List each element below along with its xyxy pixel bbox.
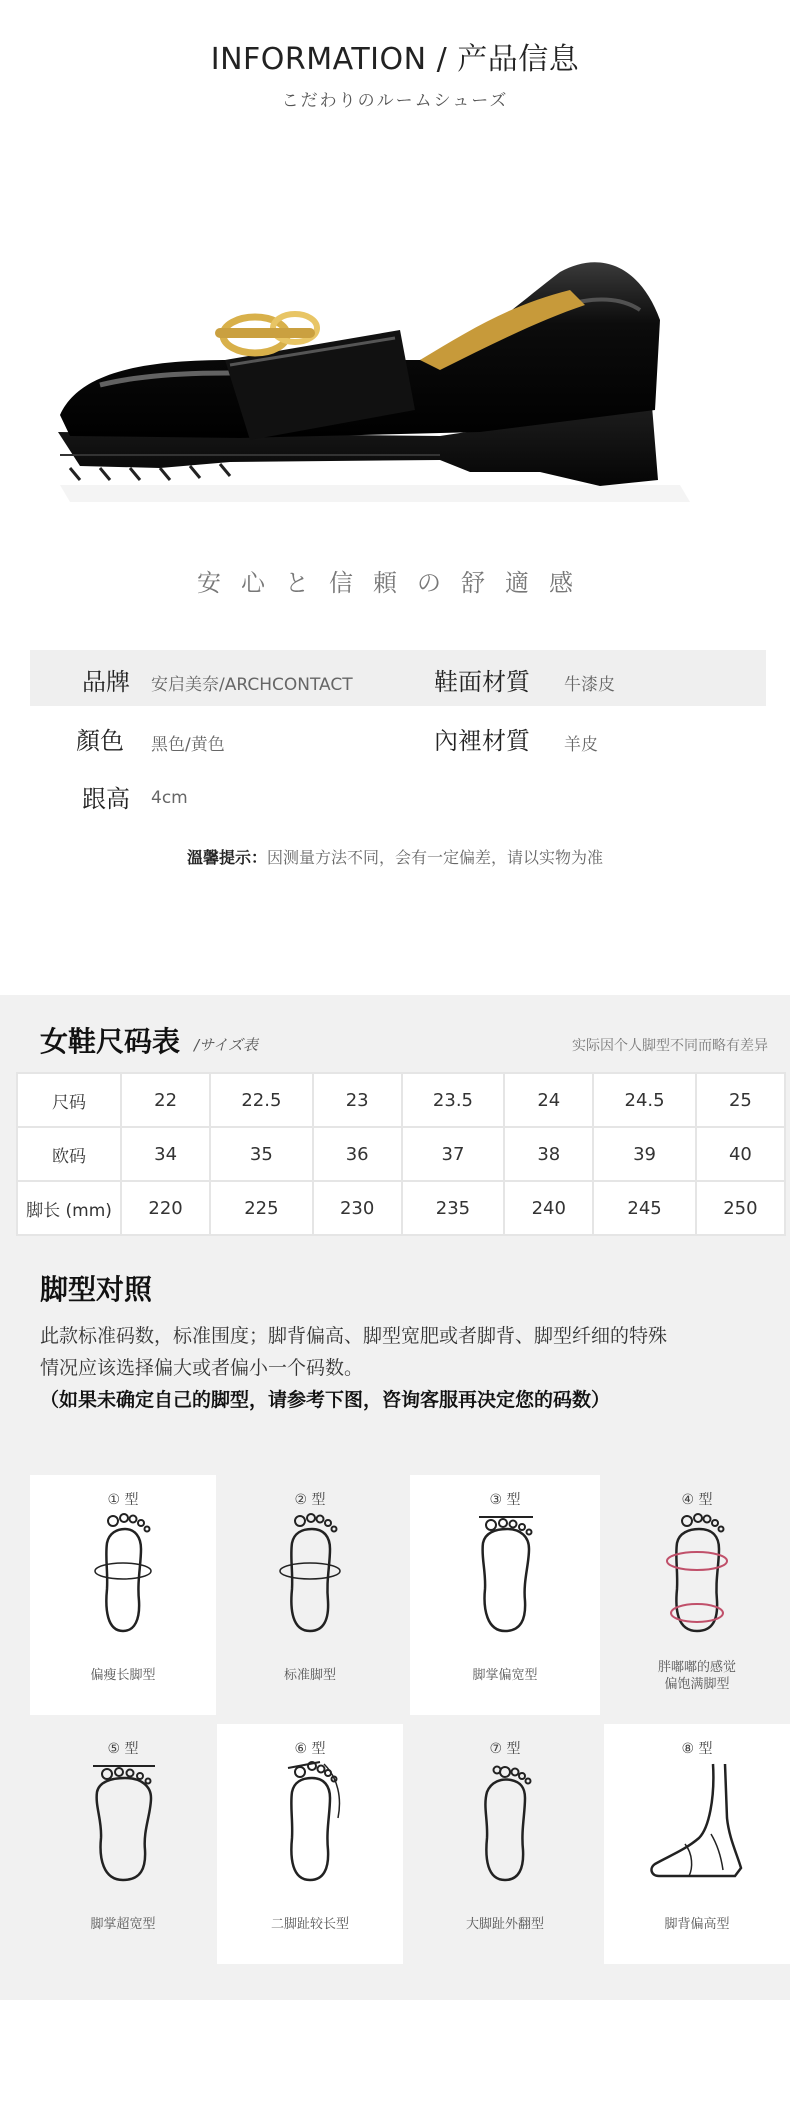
product-shoe-image	[40, 210, 740, 510]
foot-type-card	[217, 1724, 403, 1964]
foot-type-caption: 脚背偏高型	[664, 1917, 730, 1932]
table-cell: 225	[210, 1181, 312, 1235]
foot-type-number: ② 型	[294, 1492, 326, 1508]
size-table	[16, 1072, 786, 1236]
foot-type-card	[410, 1724, 600, 1964]
table-cell: 24	[504, 1073, 593, 1127]
foot-outline-icon	[71, 1509, 175, 1639]
foot-type-caption: 胖嘟嘟的感觉	[657, 1660, 736, 1675]
table-cell: 250	[696, 1181, 785, 1235]
brand-value: 安启美奈/ARCHCONTACT	[151, 675, 353, 695]
foot-type-number: ⑤ 型	[107, 1741, 139, 1757]
color-label: 顏色	[76, 727, 124, 755]
table-cell: 24.5	[593, 1073, 695, 1127]
upper-material-value: 牛漆皮	[564, 675, 615, 695]
table-cell: 245	[593, 1181, 695, 1235]
tip-text: 因测量方法不同，会有一定偏差，请以实物为准	[267, 848, 604, 867]
foot-type-caption: 大脚趾外翻型	[465, 1917, 544, 1932]
foot-type-number: ④ 型	[681, 1492, 713, 1508]
brand-label: 品牌	[82, 668, 130, 696]
tagline: 安心と信頼の舒適感	[197, 569, 593, 597]
size-chart-subtitle: /サイズ表	[194, 1036, 258, 1054]
foot-outline-icon	[645, 1509, 749, 1639]
row-header-size: 尺码	[17, 1073, 121, 1127]
foot-type-card	[410, 1475, 600, 1715]
foot-side-icon	[645, 1758, 749, 1888]
foot-outline-icon	[453, 1758, 557, 1888]
table-cell: 22	[121, 1073, 210, 1127]
foot-type-card	[30, 1724, 216, 1964]
tip-label: 溫馨提示：	[186, 848, 267, 867]
table-cell: 240	[504, 1181, 593, 1235]
foot-type-title: 脚型对照	[40, 1273, 153, 1306]
foot-type-caption: 脚掌超宽型	[90, 1917, 156, 1932]
table-cell: 37	[402, 1127, 504, 1181]
lining-material-value: 羊皮	[564, 735, 598, 755]
foot-outline-icon	[258, 1509, 362, 1639]
page-subtitle: こだわりのルームシューズ	[281, 91, 509, 111]
foot-type-caption: 偏瘦长脚型	[90, 1668, 156, 1683]
foot-type-number: ③ 型	[489, 1492, 521, 1508]
foot-type-number: ⑧ 型	[681, 1741, 713, 1757]
foot-type-card	[604, 1724, 790, 1964]
table-cell: 39	[593, 1127, 695, 1181]
lining-material-label: 內裡材質	[434, 727, 530, 755]
table-cell: 23.5	[402, 1073, 504, 1127]
foot-type-caption: 二脚趾较长型	[270, 1917, 349, 1932]
table-cell: 35	[210, 1127, 312, 1181]
foot-type-caption: 脚掌偏宽型	[472, 1668, 538, 1683]
desc-line: 此款标准码数，标准围度；脚背偏高、脚型宽肥或者脚背、脚型纤细的特殊	[40, 1325, 668, 1347]
size-chart-title: 女鞋尺码表	[40, 1025, 181, 1058]
foot-type-number: ① 型	[107, 1492, 139, 1508]
desc-line-emphasis: （如果未确定自己的脚型，请参考下图，咨询客服再决定您的码数）	[40, 1389, 611, 1411]
desc-line: 情况应该选择偏大或者偏小一个码数。	[40, 1357, 364, 1379]
heel-height-value: 4cm	[151, 788, 188, 808]
table-cell: 235	[402, 1181, 504, 1235]
table-cell: 22.5	[210, 1073, 312, 1127]
table-cell: 34	[121, 1127, 210, 1181]
foot-type-card	[217, 1475, 403, 1715]
table-row	[17, 1181, 785, 1235]
table-row	[17, 1073, 785, 1127]
foot-type-card	[30, 1475, 216, 1715]
table-cell: 38	[504, 1127, 593, 1181]
table-cell: 230	[313, 1181, 402, 1235]
table-cell: 25	[696, 1073, 785, 1127]
table-row	[17, 1127, 785, 1181]
color-value: 黑色/黄色	[151, 735, 225, 755]
row-header-foot-length: 脚长 (mm)	[17, 1181, 121, 1235]
table-cell: 220	[121, 1181, 210, 1235]
heel-height-label: 跟高	[82, 785, 130, 813]
foot-type-caption: 标准脚型	[283, 1668, 336, 1683]
row-header-eu-size: 欧码	[17, 1127, 121, 1181]
info-row-highlight	[30, 650, 766, 706]
foot-type-caption-line2: 偏饱满脚型	[664, 1677, 730, 1692]
upper-material-label: 鞋面材質	[434, 668, 530, 696]
foot-outline-icon	[71, 1758, 175, 1888]
table-cell: 40	[696, 1127, 785, 1181]
page-title: INFORMATION / 产品信息	[210, 42, 580, 77]
foot-type-number: ⑦ 型	[489, 1741, 521, 1757]
measurement-tip	[0, 845, 790, 868]
foot-type-card	[604, 1475, 790, 1715]
foot-outline-icon	[453, 1509, 557, 1639]
foot-type-description	[40, 1320, 760, 1416]
table-cell: 23	[313, 1073, 402, 1127]
foot-type-number: ⑥ 型	[294, 1741, 326, 1757]
table-cell: 36	[313, 1127, 402, 1181]
size-chart-note: 实际因个人脚型不同而略有差异	[572, 1038, 768, 1054]
foot-outline-icon	[258, 1758, 362, 1888]
